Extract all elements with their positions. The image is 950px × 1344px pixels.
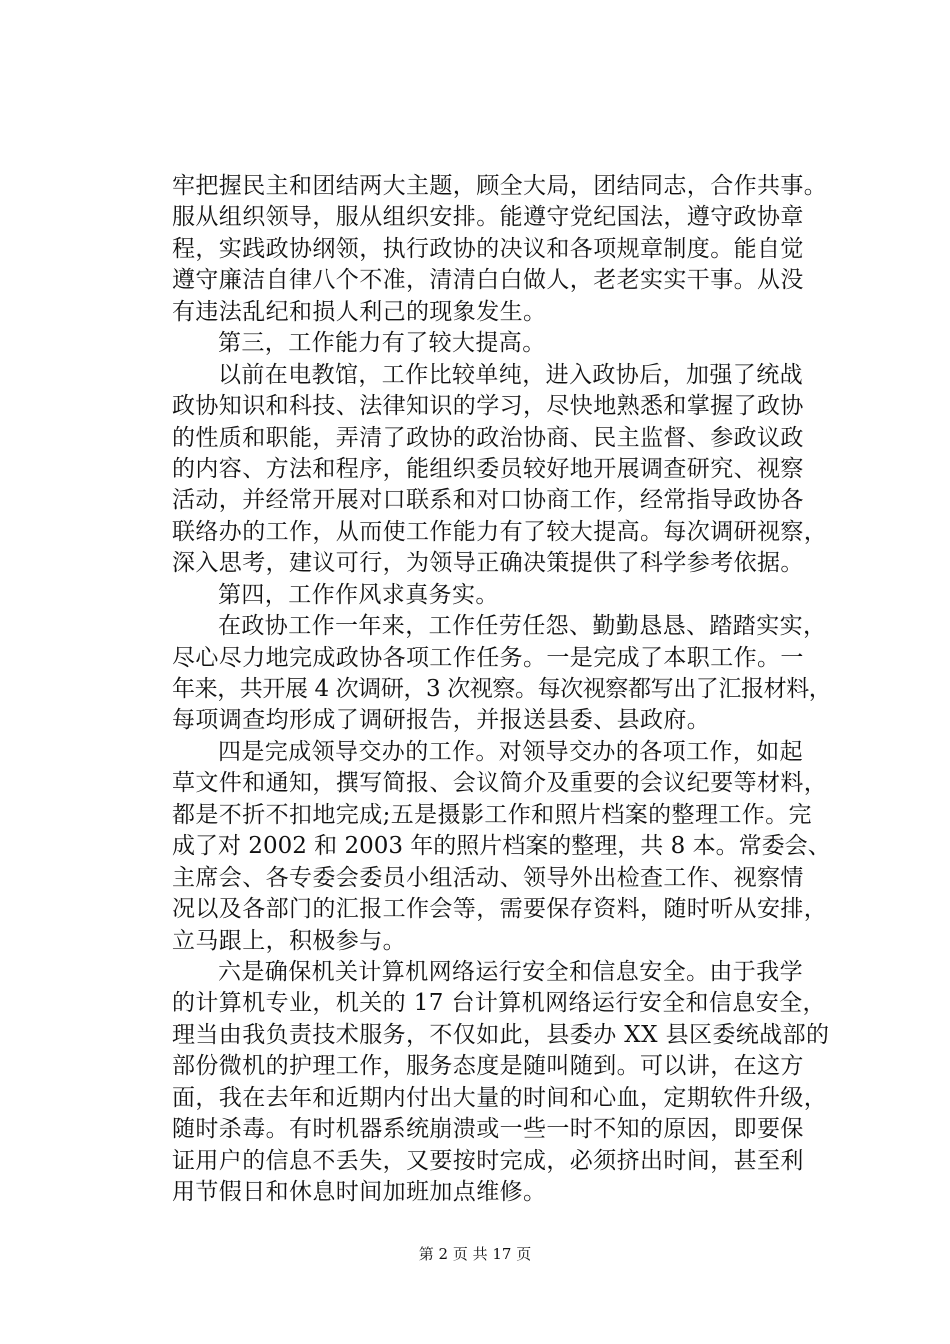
text-line: 深入思考，建议可行，为领导正确决策提供了科学参考依据。 bbox=[172, 550, 804, 577]
text-line: 面，我在去年和近期内付出大量的时间和心血，定期软件升级， bbox=[172, 1084, 828, 1111]
text-line: 成了对 2002 和 2003 年的照片档案的整理，共 8 本。常委会、 bbox=[172, 833, 831, 860]
document-body bbox=[172, 171, 836, 1208]
text-line: 的内容、方法和程序，能组织委员较好地开展调查研究、视察 bbox=[172, 455, 804, 482]
text-line: 每项调查均形成了调研报告，并报送县委、县政府。 bbox=[172, 707, 711, 734]
text-line: 活动，并经常开展对口联系和对口协商工作，经常指导政协各 bbox=[172, 487, 804, 514]
text-line: 况以及各部门的汇报工作会等，需要保存资料，随时听从安排， bbox=[172, 896, 828, 923]
text-line: 用节假日和休息时间加班加点维修。 bbox=[172, 1179, 547, 1205]
text-line: 的性质和职能，弄清了政协的政治协商、民主监督、参政议政 bbox=[172, 424, 804, 451]
text-line: 部份微机的护理工作，服务态度是随叫随到。可以讲，在这方 bbox=[172, 1053, 804, 1080]
text-line: 证用户的信息不丢失，又要按时完成，必须挤出时间，甚至利 bbox=[172, 1147, 804, 1174]
text-line: 六是确保机关计算机网络运行安全和信息安全。由于我学 bbox=[218, 958, 803, 985]
text-line: 政协知识和科技、法律知识的学习，尽快地熟悉和掌握了政协 bbox=[172, 393, 804, 420]
text-line: 以前在电教馆，工作比较单纯，进入政协后，加强了统战 bbox=[218, 361, 803, 388]
text-line: 牢把握民主和团结两大主题，顾全大局，团结同志，合作共事。 bbox=[172, 173, 828, 199]
text-line: 的计算机专业，机关的 17 台计算机网络运行安全和信息安全， bbox=[172, 990, 826, 1017]
page-footer: 第 2 页 共 17 页 bbox=[418, 1245, 532, 1263]
text-line: 年来，共开展 4 次调研，3 次视察。每次视察都写出了汇报材料， bbox=[172, 676, 832, 702]
text-line: 程，实践政协纲领，执行政协的决议和各项规章制度。能自觉 bbox=[172, 235, 804, 262]
text-line: 随时杀毒。有时机器系统崩溃或一些一时不知的原因，即要保 bbox=[172, 1116, 804, 1143]
text-line: 第三，工作能力有了较大提高。 bbox=[218, 330, 546, 357]
text-line: 理当由我负责技术服务，不仅如此，县委办 XX 县区委统战部的 bbox=[172, 1021, 830, 1048]
text-line: 有违法乱纪和损人利己的现象发生。 bbox=[172, 298, 547, 325]
text-line: 主席会、各专委会委员小组活动、领导外出检查工作、视察情 bbox=[172, 864, 804, 891]
text-line: 服从组织领导，服从组织安排。能遵守党纪国法，遵守政协章 bbox=[172, 204, 804, 231]
text-line: 第四，工作作风求真务实。 bbox=[218, 581, 499, 608]
text-line: 都是不折不扣地完成;五是摄影工作和照片档案的整理工作。完 bbox=[172, 801, 812, 828]
text-line: 遵守廉洁自律八个不准，清清白白做人，老老实实干事。从没 bbox=[172, 267, 804, 294]
text-line: 草文件和通知，撰写简报、会议简介及重要的会议纪要等材料， bbox=[172, 770, 828, 797]
text-line: 立马跟上，积极参与。 bbox=[172, 927, 406, 954]
text-line: 联络办的工作，从而使工作能力有了较大提高。每次调研视察， bbox=[172, 518, 828, 545]
text-line: 四是完成领导交办的工作。对领导交办的各项工作，如起 bbox=[218, 738, 803, 765]
text-line: 尽心尽力地完成政协各项工作任务。一是完成了本职工作。一 bbox=[172, 644, 804, 671]
text-line: 在政协工作一年来，工作任劳任怨、勤勤恳恳、踏踏实实， bbox=[218, 613, 827, 640]
